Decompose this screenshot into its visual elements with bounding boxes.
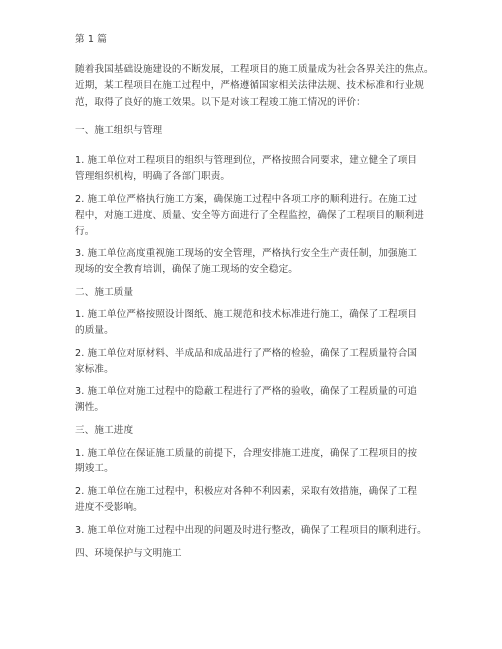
intro-line-1: 随着我国基础设施建设的不断发展，工程项目的施工质量成为社会各界关注的焦点。 xyxy=(75,64,434,75)
s1-p2-line-1: 2. 施工单位严格执行施工方案，确保施工过程中各项工序的顺利进行。在施工过 xyxy=(75,194,418,205)
s2-p3-line-1: 3. 施工单位对施工过程中的隐蔽工程进行了严格的验收，确保了工程质量的可追 xyxy=(75,386,418,397)
part-title: 第 1 篇 xyxy=(75,34,107,45)
section-heading-environment: 四、环境保护与文明施工 xyxy=(75,548,182,559)
s3-p2-line-1: 2. 施工单位在施工过程中，积极应对各种不利因素，采取有效措施，确保了工程 xyxy=(75,486,418,497)
section-heading-quality: 二、施工质量 xyxy=(75,287,134,298)
section-heading-schedule: 三、施工进度 xyxy=(75,425,134,436)
s2-p1-line-1: 1. 施工单位严格按照设计图纸、施工规范和技术标准进行施工，确保了工程项目 xyxy=(75,309,418,320)
s2-p1-line-2: 的质量。 xyxy=(75,325,114,336)
s3-p3-line-1: 3. 施工单位对施工过程中出现的问题及时进行整改，确保了工程项目的顺利进行。 xyxy=(75,525,427,536)
s1-p3-line-2: 现场的安全教育培训，确保了施工现场的安全稳定。 xyxy=(75,264,298,275)
s2-p3-line-2: 溯性。 xyxy=(75,402,105,413)
s1-p2-line-3: 行。 xyxy=(75,226,95,237)
s3-p2-line-2: 进度不受影响。 xyxy=(75,502,143,513)
section-heading-organization: 一、施工组织与管理 xyxy=(75,125,163,136)
s1-p1-line-1: 1. 施工单位对工程项目的组织与管理到位，严格按照合同要求，建立健全了项目 xyxy=(75,155,418,166)
s2-p2-line-2: 家标准。 xyxy=(75,364,114,375)
s1-p1-line-2: 管理组织机构，明确了各部门职责。 xyxy=(75,171,231,182)
intro-line-3: 范，取得了良好的施工效果。以下是对该工程竣工施工情况的评价： xyxy=(75,97,366,108)
s1-p2-line-2: 程中，对施工进度、质量、安全等方面进行了全程监控，确保了工程项目的顺利进 xyxy=(75,210,424,221)
s1-p3-line-1: 3. 施工单位高度重视施工现场的安全管理，严格执行安全生产责任制，加强施工 xyxy=(75,248,418,259)
intro-line-2: 近期，某工程项目在施工过程中，严格遵循国家相关法律法规、技术标准和行业规 xyxy=(75,80,424,91)
s2-p2-line-1: 2. 施工单位对原材料、半成品和成品进行了严格的检验，确保了工程质量符合国 xyxy=(75,348,418,359)
s3-p1-line-2: 期竣工。 xyxy=(75,463,114,474)
s3-p1-line-1: 1. 施工单位在保证施工质量的前提下，合理安排施工进度，确保了工程项目的按 xyxy=(75,448,418,459)
